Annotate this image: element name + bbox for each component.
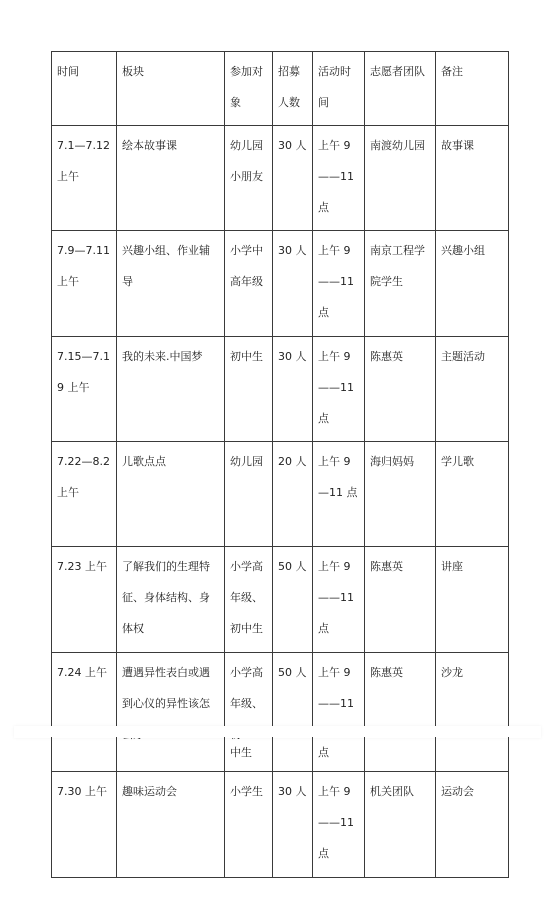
cell-count: 50 人 (278, 560, 307, 573)
header-target: 参加对象 (230, 65, 263, 109)
table-row (52, 442, 509, 547)
cell-section: 儿歌点点 (122, 455, 166, 468)
header-section: 板块 (122, 65, 144, 78)
cell-target: 幼儿园 (230, 455, 263, 468)
cell-count: 20 人 (278, 455, 307, 468)
cell-team: 南渡幼儿园 (370, 139, 425, 152)
cell-note: 讲座 (441, 560, 463, 573)
cell-target: 初中生 (230, 350, 263, 363)
cell-note: 学儿歌 (441, 455, 474, 468)
cell-section: 遭遇异性表白或遇到心仪的异性该怎 (122, 666, 210, 710)
cell-team: 机关团队 (370, 784, 414, 798)
cell-target: 小学高年级、 (230, 666, 263, 710)
header-hours: 活动时间 (318, 65, 351, 109)
cell-time: 7.9—7.11 上午 (57, 244, 110, 288)
cell-count: 50 人 (278, 666, 307, 679)
cell-time: 7.24 上午 (57, 666, 107, 679)
schedule-table (51, 51, 509, 750)
cell-note: 故事课 (441, 139, 474, 152)
cell-note: 主题活动 (441, 350, 485, 363)
cell-time: 7.15—7.19 上午 (57, 350, 110, 394)
cell-section: 了解我们的生理特征、身体结构、身体权 (122, 560, 210, 635)
cell-target: 小学高年级、初中生 (230, 560, 263, 635)
cell-target: 幼儿园小朋友 (230, 139, 263, 183)
header-cell (436, 52, 509, 126)
table-row-continued (52, 737, 509, 771)
cell-count: 30 人 (278, 244, 307, 257)
header-cell (117, 52, 225, 126)
header-time: 时间 (57, 65, 79, 78)
table-header-row (52, 52, 509, 126)
table-row (52, 337, 509, 442)
cell-target: 小学生 (230, 784, 263, 798)
cell-time: 7.1—7.12 上午 (57, 139, 110, 183)
header-team: 志愿者团队 (370, 65, 425, 78)
header-count: 招募人数 (278, 65, 300, 109)
cell-hours: 上午 9——11 (318, 666, 354, 710)
header-cell (225, 52, 273, 126)
cell-team: 陈惠英 (370, 666, 403, 679)
cell-team: 海归妈妈 (370, 455, 414, 468)
cell-section: 绘本故事课 (122, 139, 177, 152)
header-cell (365, 52, 436, 126)
cell-time: 7.23 上午 (57, 560, 107, 573)
cell-team: 陈惠英 (370, 350, 403, 363)
cell-section: 趣味运动会 (122, 784, 177, 798)
cell-hours: 上午 9——11 点 (318, 139, 354, 214)
header-cell (273, 52, 313, 126)
cell-note: 运动会 (441, 784, 474, 798)
cell-hours: 上午 9——11 点 (318, 784, 354, 860)
cell-target-continued: 中生 (230, 746, 252, 759)
cell-hours: 上午 9—11 点 (318, 455, 358, 499)
cell-time: 7.30 上午 (57, 784, 107, 798)
cell-count: 30 人 (278, 139, 307, 152)
table-row (52, 771, 509, 877)
schedule-table-continued (51, 737, 509, 878)
header-cell (52, 52, 117, 126)
cell-hours-continued: 点 (318, 746, 329, 759)
cell-time: 7.22—8.2 上午 (57, 455, 110, 499)
cell-count: 30 人 (278, 784, 307, 798)
cell-section: 我的未来.中国梦 (122, 350, 203, 363)
cell-team: 南京工程学院学生 (370, 244, 425, 288)
cell-section: 兴趣小组、作业辅导 (122, 244, 210, 288)
cell-count: 30 人 (278, 350, 307, 363)
table-row (52, 231, 509, 337)
cell-note: 沙龙 (441, 666, 463, 679)
cell-target: 小学中高年级 (230, 244, 263, 288)
cell-note: 兴趣小组 (441, 244, 485, 257)
table-row (52, 126, 509, 231)
cell-team: 陈惠英 (370, 560, 403, 573)
cell-hours: 上午 9——11 点 (318, 244, 354, 319)
cell-hours: 上午 9——11 点 (318, 560, 354, 635)
cell-hours: 上午 9——11 点 (318, 350, 354, 425)
header-cell (313, 52, 365, 126)
header-note: 备注 (441, 65, 463, 78)
table-row (52, 547, 509, 653)
